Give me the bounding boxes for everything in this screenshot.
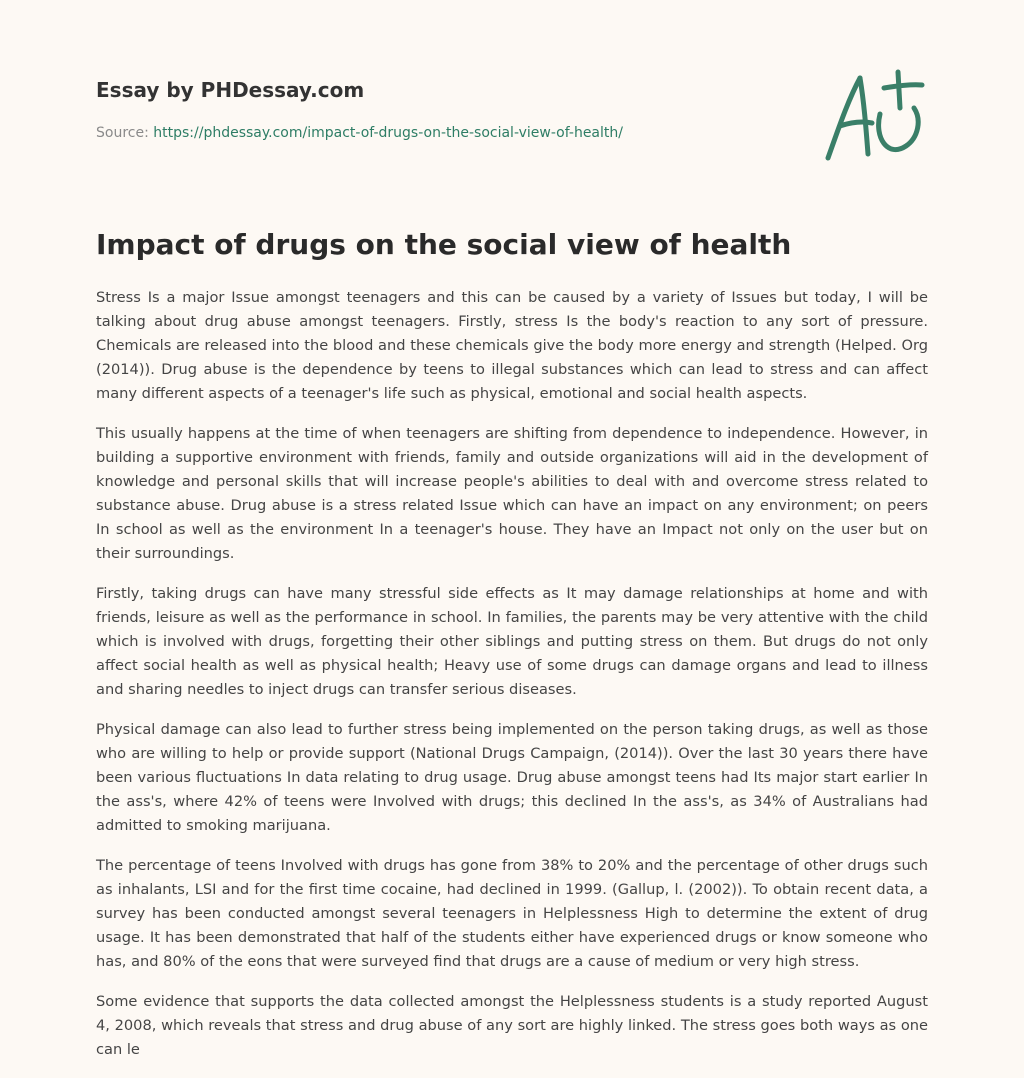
essay-paragraph: Firstly, taking drugs can have many stressful side effects as It may damage relationships at home and with friends, leisure as well as the performance in school. In families, the parents may be very attentive with the child which is involved with drugs, forgetting their other siblings and putting stress on them. But drugs do not only affect social health as well as physical health; Heavy use of some drugs can damage organs and lead to illness and sharing needles to inject drugs can transfer serious diseases. [96,585,928,698]
page-header [96,76,796,143]
essay-paragraph: Stress Is a major Issue amongst teenagers and this can be caused by a variety of Issues but today, I will be talking about drug abuse amongst teenagers. Firstly, stress Is the body's reaction to any sort of pressure. Chemicals are released into the blood and these chemicals give the body more energy and strength (Helped. Org (2014)). Drug abuse is the dependence by teens to illegal substances which can lead to stress and can affect many different aspects of a teenager's life such as physical, emotional and social health aspects. [96,289,928,402]
a-plus-grade-icon [818,66,930,166]
source-line [96,123,796,143]
site-brand: Essay by PHDessay.com [96,78,365,102]
source-link[interactable]: https://phdessay.com/impact-of-drugs-on-the-social-view-of-health/ [153,125,623,141]
essay-body [96,286,928,1078]
essay-paragraph: The percentage of teens Involved with drugs has gone from 38% to 20% and the percentage of other drugs such as inhalants, LSI and for the first time cocaine, had declined in 1999. (Gallup, l. (2002)). To obtain recent data, a survey has been conducted amongst several teenagers in Helplessness High to determine the extent of drug usage. It has been demonstrated that half of the students either have experienced drugs or know someone who has, and 80% of the eons that were surveyed find that drugs are a cause of medium or very high stress. [96,857,928,970]
essay-paragraph: Some evidence that supports the data collected amongst the Helplessness students is a study reported August 4, 2008, which reveals that stress and drug abuse of any sort are highly linked. The stress goes both ways as one can le [96,993,928,1058]
essay-paragraph: Physical damage can also lead to further stress being implemented on the person taking drugs, as well as those who are willing to help or provide support (National Drugs Campaign, (2014)). Over the last 30 years there have been various fluctuations In data relating to drug usage. Drug abuse amongst teens had Its major start earlier In the ass's, where 42% of teens were Involved with drugs; this declined In the ass's, as 34% of Australians had admitted to smoking marijuana. [96,721,928,834]
essay-title: Impact of drugs on the social view of health [96,228,792,261]
source-label: Source: [96,125,154,141]
essay-paragraph: This usually happens at the time of when teenagers are shifting from dependence to independence. However, in building a supportive environment with friends, family and outside organizations will aid in the development of knowledge and personal skills that will increase people's abilities to deal with and overcome stress related to substance abuse. Drug abuse is a stress related Issue which can have an impact on any environment; on peers In school as well as the environment In a teenager's house. They have an Impact not only on the user but on their surroundings. [96,425,928,562]
